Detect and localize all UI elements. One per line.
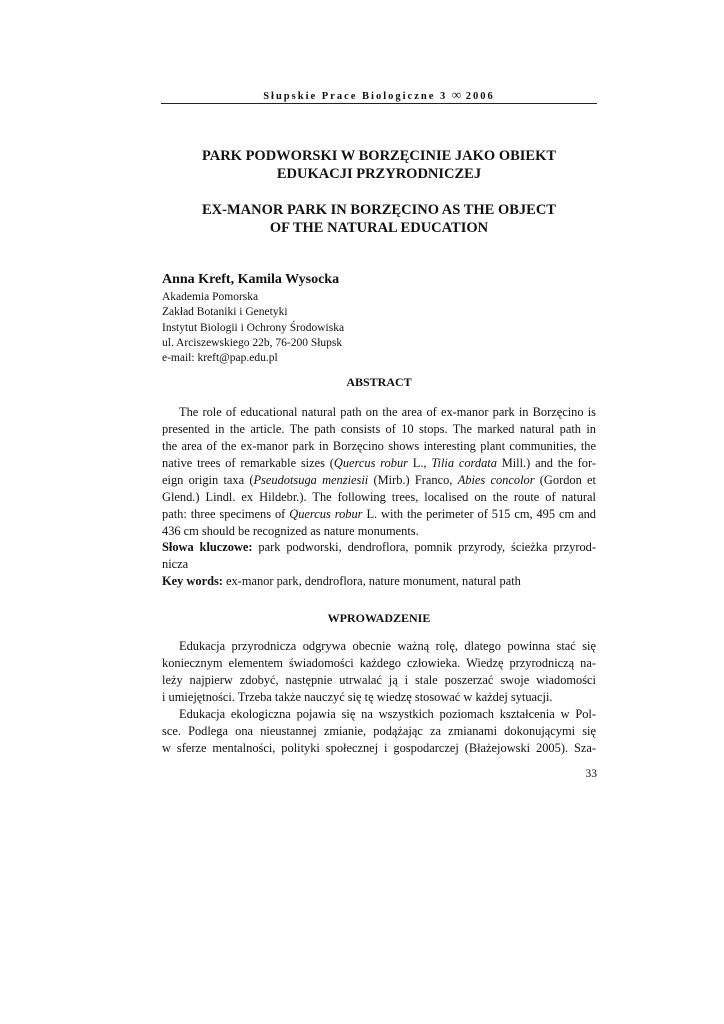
taxon-name: Quercus robur xyxy=(289,507,363,521)
keywords-english-label: Key words: xyxy=(162,574,223,588)
intro-line: Edukacja ekologiczna pojawia się na wszystkich poziomach kształcenia w Pol- xyxy=(179,707,596,721)
taxon-name: Pseudotsuga menziesii xyxy=(253,473,369,487)
intro-line: i umiejętności. Trzeba także nauczyć się tę wiedzę stosować w każdej sytuacji. xyxy=(162,690,553,704)
authors: Anna Kreft, Kamila Wysocka xyxy=(162,272,340,287)
keywords-polish-label: Słowa kluczowe: xyxy=(162,540,253,554)
title-english xyxy=(161,201,597,237)
abstract-line: 436 cm should be recognized as nature monuments. xyxy=(162,524,419,538)
affiliation-line: ul. Arciszewskiego 22b, 76-200 Słupsk xyxy=(162,336,343,349)
affiliation-email: e-mail: kreft@pap.edu.pl xyxy=(162,352,278,365)
journal-name: Słupskie Prace Biologiczne 3 xyxy=(263,91,448,102)
affiliation-line: Instytut Biologii i Ochrony Środowiska xyxy=(162,321,345,334)
keywords-polish-cont: nicza xyxy=(162,557,189,571)
taxon-name: Abies concolor xyxy=(457,473,535,487)
keywords-polish: Słowa kluczowe: park podworski, dendroflora, pomnik przyrody, ścieżka przyrod- xyxy=(162,540,596,554)
abstract-heading: ABSTRACT xyxy=(346,375,412,389)
abstract-text xyxy=(162,404,596,540)
abstract-line: The role of educational natural path on the area of ex-manor park in Borzęcino is xyxy=(179,405,596,419)
affiliation-line: Zakład Botaniki i Genetyki xyxy=(162,306,288,319)
taxon-name: Tilia cordata xyxy=(431,456,497,470)
affiliation xyxy=(162,290,344,366)
header-rule xyxy=(161,103,597,104)
affiliation-line: Akademia Pomorska xyxy=(162,291,259,303)
intro-text xyxy=(162,638,596,757)
intro-line: koniecznym elementem świadomości każdego człowieka. Wiedzę przyrodniczą na- xyxy=(162,656,596,670)
intro-heading: WPROWADZENIE xyxy=(327,611,431,625)
title-polish-line-2: EDUKACJI PRZYRODNICZEJ xyxy=(276,166,482,182)
abstract-line: path: three specimens of Quercus robur L. with the perimeter of 515 cm, 495 cm and xyxy=(162,507,596,521)
abstract-line: presented in the article. The path consists of 10 stops. The marked natural path in xyxy=(162,422,596,436)
intro-line: leży najpierw zdobyć, następnie utrwalać ją i stale poszerzać swoje wiadomości xyxy=(162,673,596,687)
abstract-line: Glend.) Lindl. ex Hildebr.). The following trees, localised on the route of natural xyxy=(162,490,596,504)
abstract-line: native trees of remarkable sizes (Quercus robur L., Tilia cordata Mill.) and the for- xyxy=(162,456,596,470)
abstract-line: eign origin taxa (Pseudotsuga menziesii (Mirb.) Franco, Abies concolor (Gordon et xyxy=(162,473,596,487)
keywords-english: Key words: ex-manor park, dendroflora, nature monument, natural path xyxy=(162,574,521,588)
intro-line: w sferze mentalności, polityki społecznej i gospodarczej (Błażejowski 2005). Sza- xyxy=(162,741,596,755)
separator-symbol: ∞ xyxy=(451,87,462,102)
abstract-line: the area of the ex-manor park in Borzęcino shows interesting plant communities, the xyxy=(162,439,596,453)
title-english-line-2: OF THE NATURAL EDUCATION xyxy=(269,220,489,236)
title-polish-line-1: PARK PODWORSKI W BORZĘCINIE JAKO OBIEKT xyxy=(201,148,557,164)
taxon-name: Quercus robur xyxy=(333,456,408,470)
title-english-line-1: EX-MANOR PARK IN BORZĘCINO AS THE OBJECT xyxy=(202,202,556,218)
running-header xyxy=(161,87,597,103)
intro-line: sce. Podlega ona nieustannej zmianie, podążając za zmianami dokonującymi się xyxy=(162,724,596,738)
intro-line: Edukacja przyrodnicza odgrywa obecnie ważną rolę, dlatego powinna stać się xyxy=(179,639,596,653)
keywords-block xyxy=(162,539,596,590)
page-number: 33 xyxy=(585,768,597,780)
title-polish xyxy=(161,147,597,183)
journal-year: 2006 xyxy=(465,91,495,102)
